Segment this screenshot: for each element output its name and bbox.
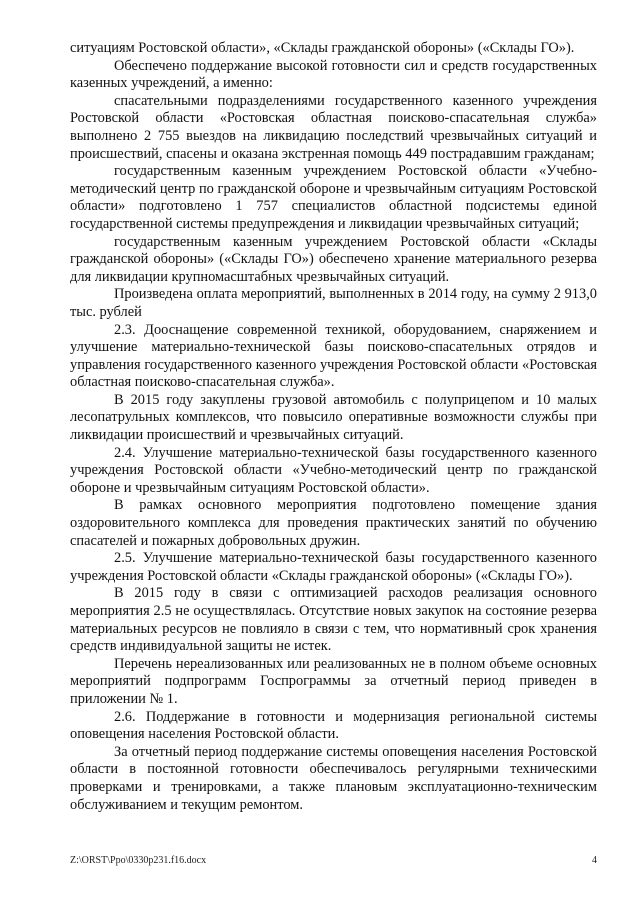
paragraph-continuation: ситуациям Ростовской области», «Склады гражданской обороны» («Склады ГО»). (70, 40, 575, 56)
paragraph: государственным казенным учреждением Ростовской области «Учебно-методический центр по гражданской обороне и чрезвычайным ситуациям Ростовской области» подготовлено 1 757 специалистов областной подсистемы единой государственной системы предупреждения и ликвидации чрезвычайных ситуаций; (70, 163, 597, 232)
section-heading-2-6: 2.6. Поддержание в готовности и модернизация региональной системы оповещения населения Ростовской области. (70, 708, 597, 743)
paragraph: За отчетный период поддержание системы оповещения населения Ростовской области в постоянной готовности обеспечивалось регулярными техническими проверками и тренировками, а также плановым эксплуатационно-техническим обслуживанием и текущим ремонтом. (70, 743, 597, 813)
paragraph: Произведена оплата мероприятий, выполненных в 2014 году, на сумму 2 913,0 тыс. рублей (70, 286, 597, 320)
paragraph: Перечень нереализованных или реализованных не в полном объеме основных мероприятий подпрограмм Госпрограммы за отчетный период приведен в приложении № 1. (70, 655, 597, 707)
section-heading-2-4: 2.4. Улучшение материально-технической базы государственного казенного учреждения Ростовской области «Учебно-методический центр по гражданской обороне и чрезвычайным ситуациям Ростовской области». (70, 444, 597, 496)
paragraph: В рамках основного мероприятия подготовлено помещение здания оздоровительного комплекса для проведения практических занятий по обучению спасателей и пожарных добровольных дружин. (70, 497, 597, 549)
paragraph: спасательными подразделениями государственного казенного учреждения Ростовской области «Ростовская областная поисково-спасательная служба» выполнено 2 755 выездов на ликвидацию последствий чрезвычайных ситуаций и происшествий, спасены и оказана экстренная помощь 449 пострадавшим гражданам; (70, 92, 597, 162)
section-heading-2-5: 2.5. Улучшение материально-технической базы государственного казенного учреждения Ростовской области «Склады гражданской обороны» («Склады ГО»). (70, 550, 597, 584)
paragraph: Обеспечено поддержание высокой готовности сил и средств государственных казенных учреждений, а именно: (70, 57, 597, 92)
paragraph: В 2015 году закуплены грузовой автомобиль с полуприцепом и 10 малых лесопатрульных комплексов, что повысило оперативные возможности службы при ликвидации происшествий и чрезвычайных ситуаций. (70, 391, 597, 444)
footer-file-path: Z:\ORST\Ppo\0330p231.f16.docx (70, 855, 207, 866)
section-heading-2-3: 2.3. Дооснащение современной техникой, оборудованием, снаряжением и улучшение материально-технической базы поисково-спасательных отрядов и управления государственного казенного учреждения Ростовской области «Ростовская областная поисково-спасательная служба». (70, 321, 597, 391)
paragraph: государственным казенным учреждением Ростовской области «Склады гражданской обороны» («Склады ГО») обеспечено хранение материального резерва для ликвидации крупномасштабных чрезвычайных ситуаций. (70, 233, 597, 285)
paragraph: В 2015 году в связи с оптимизацией расходов реализация основного мероприятия 2.5 не осуществлялась. Отсутствие новых закупок на состояние резерва материальных ресурсов не повлияло в связи с тем, что нормативный срок хранения средств индивидуальной защиты не истек. (70, 585, 597, 655)
document-body (70, 40, 597, 814)
page-number: 4 (592, 855, 597, 866)
